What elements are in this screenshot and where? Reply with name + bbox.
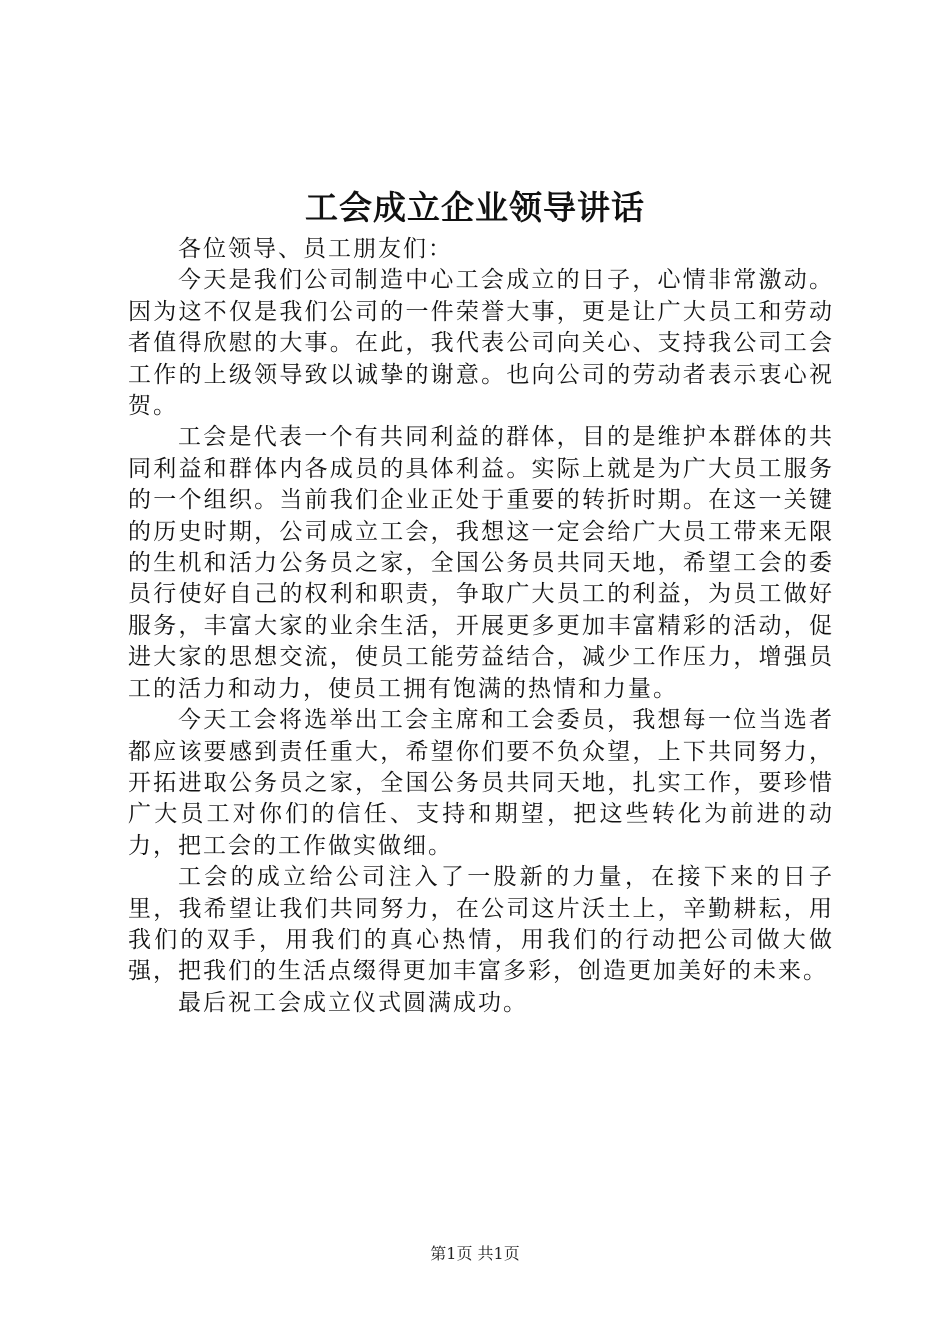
- body-paragraph: 今天是我们公司制造中心工会成立的日子，心情非常激动。因为这不仅是我们公司的一件荣誉大事，更是让广大员工和劳动者值得欣慰的大事。在此，我代表公司向关心、支持我公司工会工作的上级领导致以诚挚的谢意。也向公司的劳动者表示衷心祝贺。: [128, 267, 834, 420]
- document-title: 工会成立企业领导讲话: [305, 188, 645, 227]
- document-body: [128, 234, 834, 1019]
- body-paragraph: 今天工会将选举出工会主席和工会委员，我想每一位当选者都应该要感到责任重大，希望你们要不负众望，上下共同努力，开拓进取公务员之家，全国公务员共同天地，扎实工作，要珍惜广大员工对你们的信任、支持和期望，把这些转化为前进的动力，把工会的工作做实做细。: [128, 707, 834, 859]
- body-paragraph: 工会的成立给公司注入了一股新的力量，在接下来的日子里，我希望让我们共同努力，在公司这片沃土上，辛勤耕耘，用我们的双手，用我们的真心热情，用我们的行动把公司做大做强，把我们的生活点缀得更加丰富多彩，创造更加美好的未来。: [128, 864, 834, 985]
- body-paragraph: 工会是代表一个有共同利益的群体，目的是维护本群体的共同利益和群体内各成员的具体利益。实际上就是为广大员工服务的一个组织。当前我们企业正处于重要的转折时期。在这一关键的历史时期，公司成立工会，我想这一定会给广大员工带来无限的生机和活力公务员之家，全国公务员共同天地，希望工会的委员行使好自己的权利和职责，争取广大员工的利益，为员工做好服务，丰富大家的业余生活，开展更多更加丰富精彩的活动，促进大家的思想交流，使员工能劳益结合，减少工作压力，增强员工的活力和动力，使员工拥有饱满的热情和力量。: [128, 424, 834, 702]
- closing-paragraph: 最后祝工会成立仪式圆满成功。: [178, 989, 528, 1016]
- greeting-paragraph: 各位领导、员工朋友们：: [178, 236, 453, 262]
- page-number-footer: 第1页 共1页: [430, 1244, 520, 1263]
